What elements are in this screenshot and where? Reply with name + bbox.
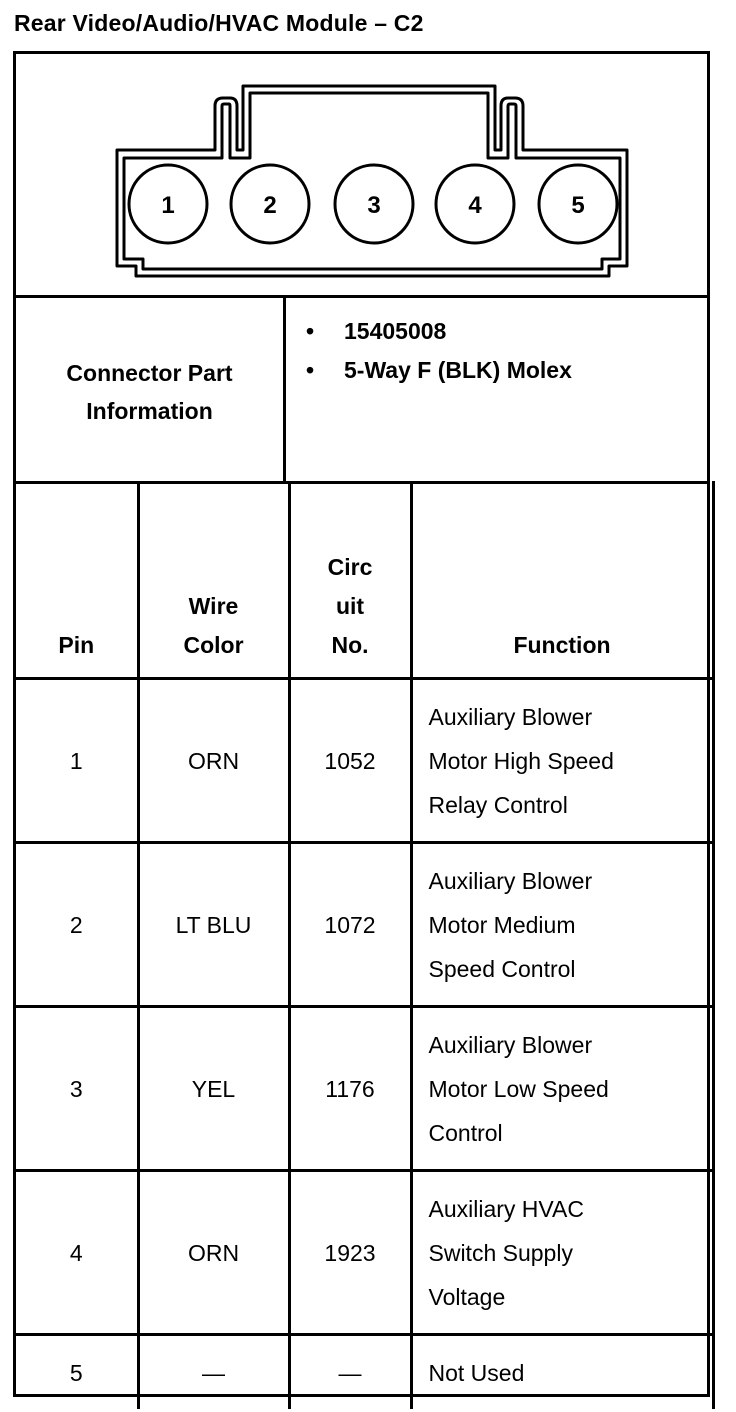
pin-cavity-5 — [539, 165, 617, 243]
wire-color-cell: — — [138, 1335, 289, 1410]
function-cell: Auxiliary HVAC Switch Supply Voltage — [411, 1171, 713, 1335]
part-info-label-line2: Information — [86, 397, 213, 424]
header-pin: Pin — [16, 481, 138, 679]
part-info-label-line1: Connector Part — [66, 359, 233, 386]
wire-color-cell: ORN — [138, 1171, 289, 1335]
circuit-cell: 1923 — [289, 1171, 411, 1335]
pin-cell: 4 — [16, 1171, 138, 1335]
connector-outline-drawing — [16, 54, 707, 295]
connector-document-frame — [13, 51, 710, 1397]
table-row — [16, 679, 713, 843]
pin-cavity-3 — [335, 165, 413, 243]
page-title: Rear Video/Audio/HVAC Module – C2 — [14, 10, 424, 36]
pin-cell: 2 — [16, 843, 138, 1007]
wire-color-cell: YEL — [138, 1007, 289, 1171]
pin-number-3: 3 — [367, 192, 381, 219]
pin-number-4: 4 — [468, 192, 482, 219]
connector-part-info-label — [16, 298, 286, 481]
table-row — [16, 843, 713, 1007]
connector-face-diagram — [16, 54, 707, 298]
header-circuit-no: Circ uit No. — [289, 481, 411, 679]
pin-number-1: 1 — [161, 192, 175, 219]
wire-color-cell: ORN — [138, 679, 289, 843]
connector-part-info-list — [306, 312, 572, 390]
pin-cavity-1 — [129, 165, 207, 243]
circuit-cell: 1052 — [289, 679, 411, 843]
pin-cell: 5 — [16, 1335, 138, 1410]
circuit-cell: 1176 — [289, 1007, 411, 1171]
table-row — [16, 1171, 713, 1335]
function-cell: Auxiliary Blower Motor Medium Speed Control — [411, 843, 713, 1007]
table-row — [16, 1007, 713, 1171]
function-cell: Auxiliary Blower Motor High Speed Relay Control — [411, 679, 713, 843]
wire-color-cell: LT BLU — [138, 843, 289, 1007]
connector-part-info-row — [16, 298, 707, 484]
circuit-cell: 1072 — [289, 843, 411, 1007]
pin-cavity-2 — [231, 165, 309, 243]
pinout-header-row — [16, 481, 713, 679]
housing-outline — [117, 86, 627, 276]
function-cell: Not Used — [411, 1335, 713, 1410]
pin-number-2: 2 — [263, 192, 277, 219]
pin-cell: 3 — [16, 1007, 138, 1171]
circuit-cell: — — [289, 1335, 411, 1410]
pinout-table — [16, 481, 715, 1409]
pin-number-5: 5 — [571, 192, 585, 219]
function-cell: Auxiliary Blower Motor Low Speed Control — [411, 1007, 713, 1171]
pin-cavity-4 — [436, 165, 514, 243]
header-function: Function — [411, 481, 713, 679]
table-row — [16, 1335, 713, 1410]
header-wire-color: Wire Color — [138, 481, 289, 679]
part-number: • 15405008 — [306, 312, 572, 351]
connector-description: • 5-Way F (BLK) Molex — [306, 351, 572, 390]
pin-cell: 1 — [16, 679, 138, 843]
